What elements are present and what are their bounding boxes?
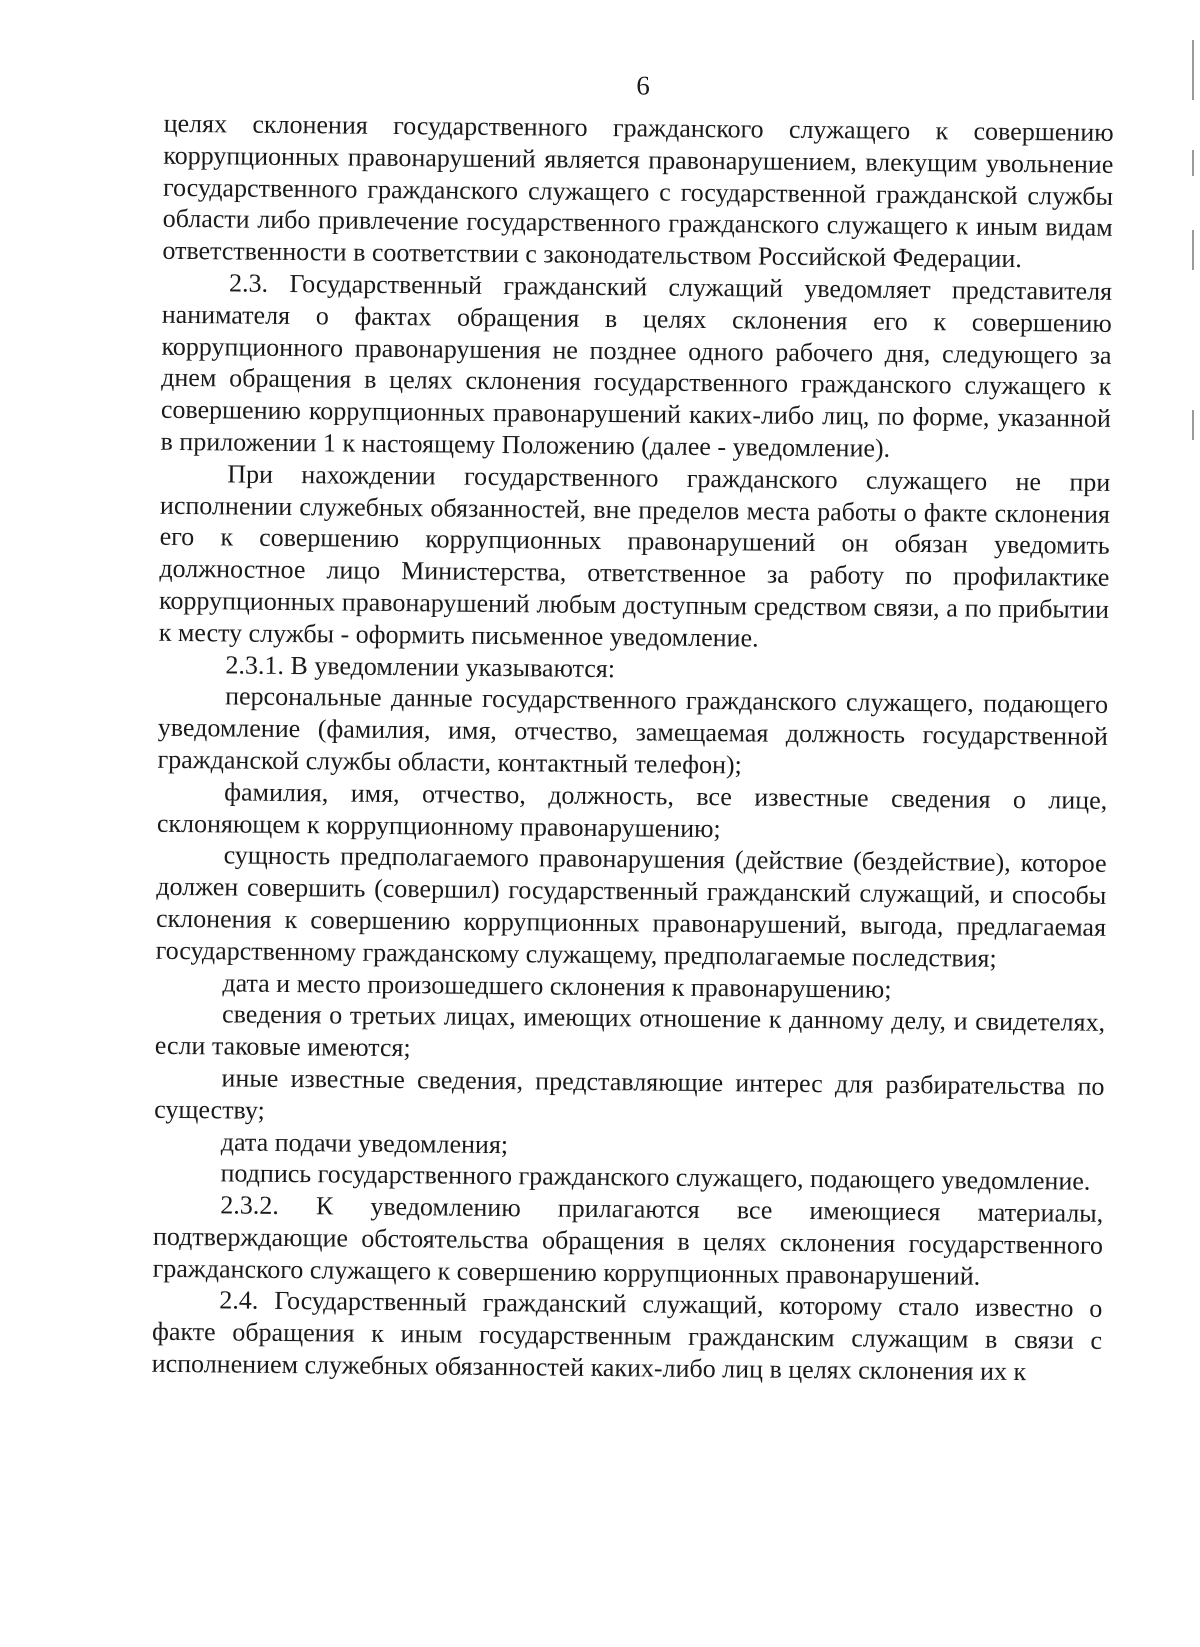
paragraph-2-3-2: 2.3.2. К уведомлению прилагаются все имеющиеся материалы, подтверждающие обстоятельства обращения в целях склонения государственного гражданского служащего к совершению коррупционных правонарушений. — [152, 1190, 1104, 1291]
scan-edge-mark — [1192, 410, 1194, 440]
page-number: 6 — [636, 70, 650, 101]
scan-edge-mark — [1192, 230, 1194, 270]
list-item-date-place: дата и место произошедшего склонения к правонарушению; — [222, 967, 892, 1004]
paragraph-notify-off-duty: При нахождении государственного гражданского служащего не при исполнении служебных обязанностей, вне пределов места работы о факте склонения его к совершению коррупционных правонарушений он обязан уведомить должностное лицо Министерства, ответственное за работу по профилактике коррупционных правонарушений любым доступным средством связи, а по прибытии к месту службы - оформить письменное уведомление. — [158, 459, 1111, 653]
list-item-third-parties: сведения о третьих лицах, имеющих отношение к данному делу, и свидетелях, если таковые имеются; — [154, 999, 1106, 1063]
paragraph-2-3-1: 2.3.1. В уведомлении указываются: — [225, 649, 616, 683]
list-item-personal-data: персональные данные государственного гражданского служащего, подающего уведомление (фамилия, имя, отчество, замещаемая должность государственной гражданской службы области, контактный телефон); — [157, 681, 1109, 780]
list-item-inducer-info: фамилия, имя, отчество, должность, все известные сведения о лице, склоняющем к коррупционному правонарушению; — [156, 777, 1108, 843]
scan-edge-mark — [1192, 40, 1194, 100]
paragraph-continuation: целях склонения государственного гражданского служащего к совершению коррупционных правонарушений является правонарушением, влекущим увольнение государственного гражданского служащего с государственной гражданской службы области либо привлечение государственного гражданского служащего к иным видам ответственности в соответствии с законодательством Российской Федерации. — [162, 108, 1114, 274]
list-item-signature: подпись государственного гражданского служащего, подающего уведомление. — [220, 1158, 1091, 1197]
list-item-offense-essence: сущность предполагаемого правонарушения (действие (бездействие), которое должен совершить (совершил) государственный гражданский служащий, и способы склонения к совершению коррупционных правонарушений, выгода, предлагаемая государственному гражданскому служащему, предполагаемые последствия; — [155, 840, 1107, 973]
scan-edge-mark — [1192, 150, 1194, 176]
paragraph-2-3: 2.3. Государственный гражданский служащий уведомляет представителя нанимателя о фактах обращения в целях склонения его к совершению коррупционного правонарушения не позднее одного рабочего дня, следующего за днем обращения в целях склонения государственного гражданского служащего к совершению коррупционных правонарушений каких-либо лиц, по форме, указанной в приложении 1 к настоящему Положению (далее - уведомление). — [160, 268, 1113, 463]
list-item-other-info: иные известные сведения, представляющие интерес для разбирательства по существу; — [154, 1063, 1105, 1125]
paragraph-2-4: 2.4. Государственный гражданский служащий, которому стало известно о факте обращения к иным государственным гражданским служащим в связи с исполнением служебных обязанностей каких-либо лиц в целях склонения их к — [151, 1285, 1103, 1387]
list-item-submission-date: дата подачи уведомления; — [220, 1126, 509, 1159]
document-body — [152, 108, 1114, 1389]
